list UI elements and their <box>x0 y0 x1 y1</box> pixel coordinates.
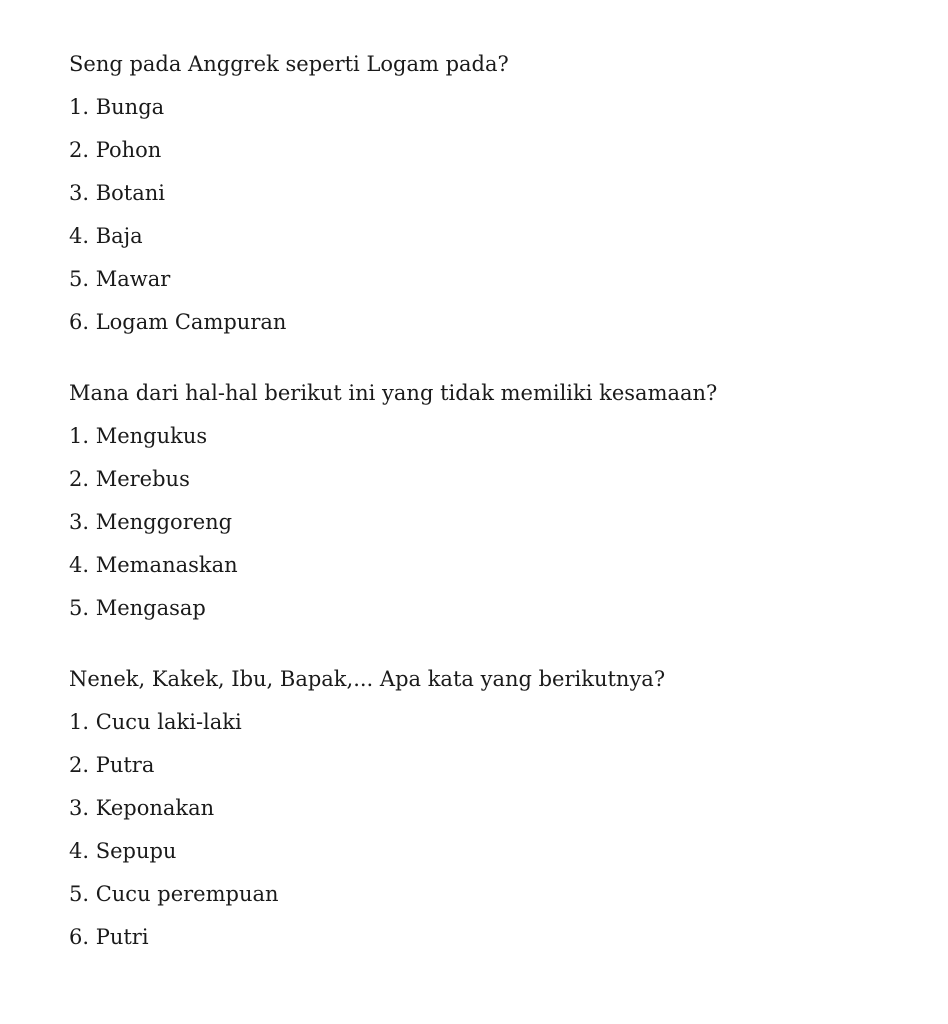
option-item: 4. Sepupu <box>69 839 177 863</box>
option-list <box>69 707 929 952</box>
option-item: 3. Menggoreng <box>69 510 233 534</box>
option-list <box>69 421 929 623</box>
option-list <box>69 92 929 337</box>
option-item: 6. Logam Campuran <box>69 310 287 334</box>
option-item: 3. Botani <box>69 181 165 205</box>
option-item: 2. Merebus <box>69 467 190 491</box>
question-block-1 <box>69 49 929 337</box>
option-item: 2. Pohon <box>69 138 162 162</box>
question-text: Nenek, Kakek, Ibu, Bapak,... Apa kata yang berikutnya? <box>69 667 666 691</box>
option-item: 4. Memanaskan <box>69 553 238 577</box>
option-item: 5. Mengasap <box>69 596 206 620</box>
option-item: 2. Putra <box>69 753 155 777</box>
option-item: 6. Putri <box>69 925 149 949</box>
option-item: 1. Cucu laki-laki <box>69 710 242 734</box>
question-text: Seng pada Anggrek seperti Logam pada? <box>69 52 509 76</box>
question-block-3 <box>69 664 929 952</box>
question-block-2 <box>69 378 929 623</box>
question-text: Mana dari hal-hal berikut ini yang tidak memiliki kesamaan? <box>69 381 718 405</box>
option-item: 1. Mengukus <box>69 424 208 448</box>
option-item: 5. Mawar <box>69 267 171 291</box>
document-page <box>69 49 929 952</box>
option-item: 3. Keponakan <box>69 796 215 820</box>
option-item: 4. Baja <box>69 224 143 248</box>
option-item: 5. Cucu perempuan <box>69 882 279 906</box>
option-item: 1. Bunga <box>69 95 165 119</box>
